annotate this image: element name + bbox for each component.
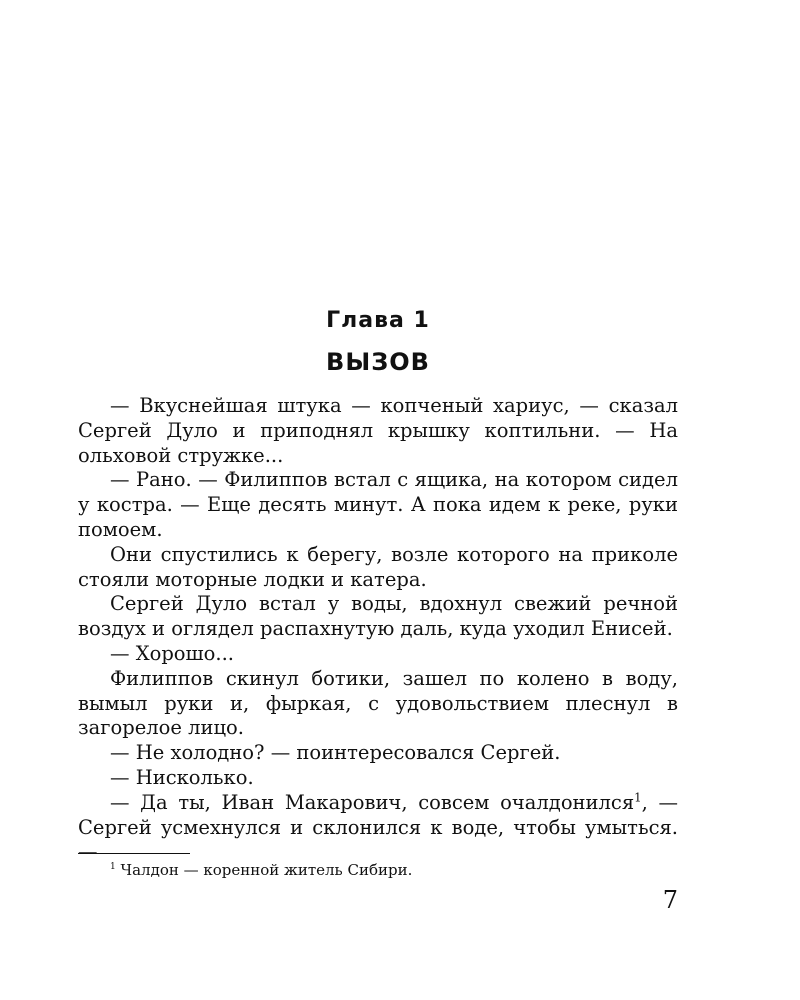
chapter-title: ВЫЗОВ [326,348,430,376]
paragraph: — Вкуснейшая штука — копченый хариус, — сказал Сергей Дуло и приподнял крышку коптильни. — На ольховой стружке... [78,394,678,467]
footnote-reference: 1 [634,790,642,805]
paragraph: Они спустились к берегу, возле которого на приколе стояли моторные лодки и катера. [78,542,678,591]
body-text [78,394,678,865]
footnote-divider [78,853,190,854]
footnote-text: Чалдон — коренной житель Сибири. [120,861,413,879]
paragraph: — Нисколько. [110,765,254,789]
paragraph: — Рано. — Филиппов встал с ящика, на котором сидел у костра. — Еще десять минут. А пока идем к реке, руки помоем. [78,468,678,541]
chapter-label: Глава 1 [326,308,430,333]
paragraph: — Не холодно? — поинтересовался Сергей. [110,741,561,765]
paragraph: — Хорошо... [110,641,235,665]
footnote-number: 1 [110,862,116,872]
footnote [110,860,678,880]
paragraph: Филиппов скинул ботики, зашел по колено в воду, вымыл руки и, фыркая, с удовольствием плеснул в загорелое лицо. [78,666,678,740]
paragraph: Сергей Дуло встал у воды, вдохнул свежий речной воздух и оглядел распахнутую даль, куда уходил Енисей. [78,592,678,641]
book-page [78,0,678,1000]
paragraph-text-before: — Да ты, Иван Макарович, совсем очалдонился [110,790,635,814]
paragraph-text-after: , — Сергей усмехнулся и склонился к воде, чтобы умыться. — [78,790,678,864]
page-number: 7 [662,886,678,914]
